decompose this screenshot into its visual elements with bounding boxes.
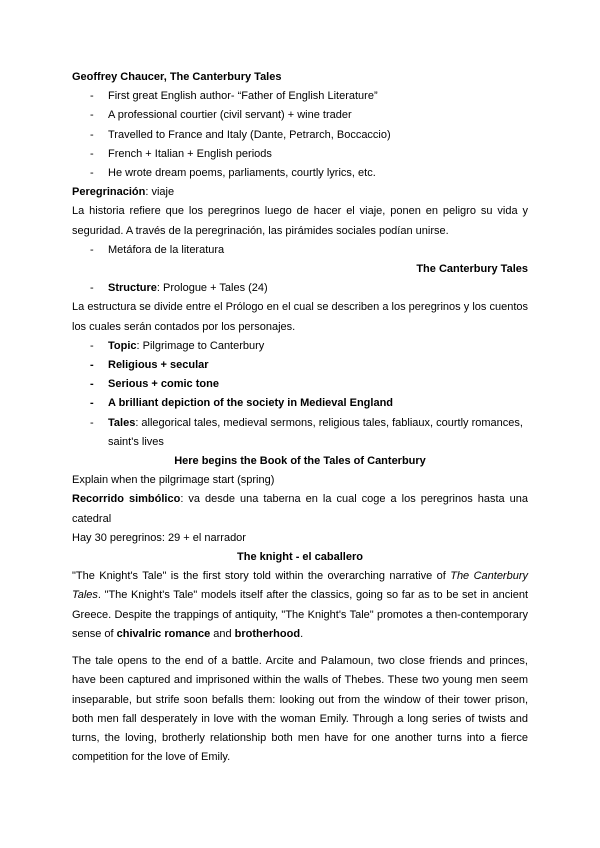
dash-marker: - <box>90 109 94 122</box>
list-item: - Topic: Pilgrimage to Canterbury <box>72 337 528 356</box>
document-page <box>72 68 528 767</box>
peregrinacion-line <box>72 183 528 202</box>
list-item: - A brilliant depiction of the society in Medieval England <box>72 394 528 413</box>
dash-marker: - <box>90 359 94 372</box>
recorrido-paragraph: Recorrido simbólico: va desde una taberna en la cual coge a los peregrinos hasta una catedral <box>72 493 528 525</box>
peregrinos-line: Hay 30 peregrinos: 29 + el narrador <box>72 531 246 544</box>
explain-line: Explain when the pilgrimage start (spring) <box>72 474 275 487</box>
list-item: - Travelled to France and Italy (Dante, Petrarch, Boccaccio) <box>72 126 528 145</box>
paragraph-gap <box>72 644 528 652</box>
dash-marker: - <box>90 128 94 141</box>
dash-marker: - <box>90 147 94 160</box>
canterbury-tales-title: The Canterbury Tales <box>416 263 528 276</box>
list-item: - Structure: Prologue + Tales (24) <box>72 279 528 298</box>
topics-list <box>72 337 528 452</box>
metafora-list <box>72 241 528 260</box>
estructura-paragraph: La estructura se divide entre el Prólogo en el cual se describen a los peregrinos y los cuentos los cuales serán contados por los personajes. <box>72 301 528 333</box>
list-item: - Religious + secular <box>72 356 528 375</box>
dash-marker: - <box>90 416 94 429</box>
historia-paragraph: La historia refiere que los peregrinos luego de hacer el viaje, ponen en peligro su vida y seguridad. A través de la peregrinación, las pirámides sociales podían unirse. <box>72 205 528 237</box>
structure-label: Structure <box>108 282 157 295</box>
document-heading: Geoffrey Chaucer, The Canterbury Tales <box>72 71 282 83</box>
chivalric-romance-bold: chivalric romance <box>116 627 211 640</box>
list-item: - Metáfora de la literatura <box>72 241 528 260</box>
book-title: Here begins the Book of the Tales of Canterbury <box>174 455 426 468</box>
knight-paragraph-1: "The Knight's Tale" is the first story told within the overarching narrative of The Canterbury Tales. "The Knight's Tale" models itself after the classics, going so far as to be set in ancient Greece. Despite the trappings of antiquity, "The Knight's Tale" promotes a then-contemporary sense of chivalric romance and brotherhood. <box>72 570 528 640</box>
list-item: - First great English author- “Father of English Literature” <box>72 87 528 106</box>
list-item: - Tales: allegorical tales, medieval sermons, religious tales, fabliaux, courtly romances, saint's lives <box>72 414 528 452</box>
dash-marker: - <box>90 397 94 410</box>
dash-marker: - <box>90 378 94 391</box>
structure-list <box>72 279 528 298</box>
dash-marker: - <box>90 243 94 256</box>
brotherhood-bold: brotherhood <box>234 627 301 640</box>
recorrido-label: Recorrido simbólico <box>72 493 181 506</box>
dash-marker: - <box>90 282 94 295</box>
list-item: - Serious + comic tone <box>72 375 528 394</box>
tales-label: Tales <box>108 416 136 429</box>
list-item: - A professional courtier (civil servant) + wine trader <box>72 106 528 125</box>
list-item: - He wrote dream poems, parliaments, courtly lyrics, etc. <box>72 164 528 183</box>
topic-label: Topic <box>108 339 137 352</box>
dash-marker: - <box>90 90 94 103</box>
dash-marker: - <box>90 167 94 180</box>
chaucer-list <box>72 87 528 183</box>
list-item: - French + Italian + English periods <box>72 145 528 164</box>
dash-marker: - <box>90 339 94 352</box>
peregrinacion-label: Peregrinación <box>72 186 146 199</box>
knight-paragraph-2: The tale opens to the end of a battle. Arcite and Palamoun, two close friends and princes, have been captured and imprisoned within the walls of Thebes. These two young men seem inseparable, but strife soon befalls them: looking out from the window of their tower prison, both men fall desperately in love with the woman Emily. Through a long series of twists and turns, the loving, brotherly relationship both men have for one another turns into a fierce competition for the love of Emily. <box>72 655 528 764</box>
knight-title: The knight - el caballero <box>237 551 363 564</box>
book-title-italic: The Canterbury Tales <box>72 570 528 602</box>
peregrinacion-text: : viaje <box>145 186 175 199</box>
